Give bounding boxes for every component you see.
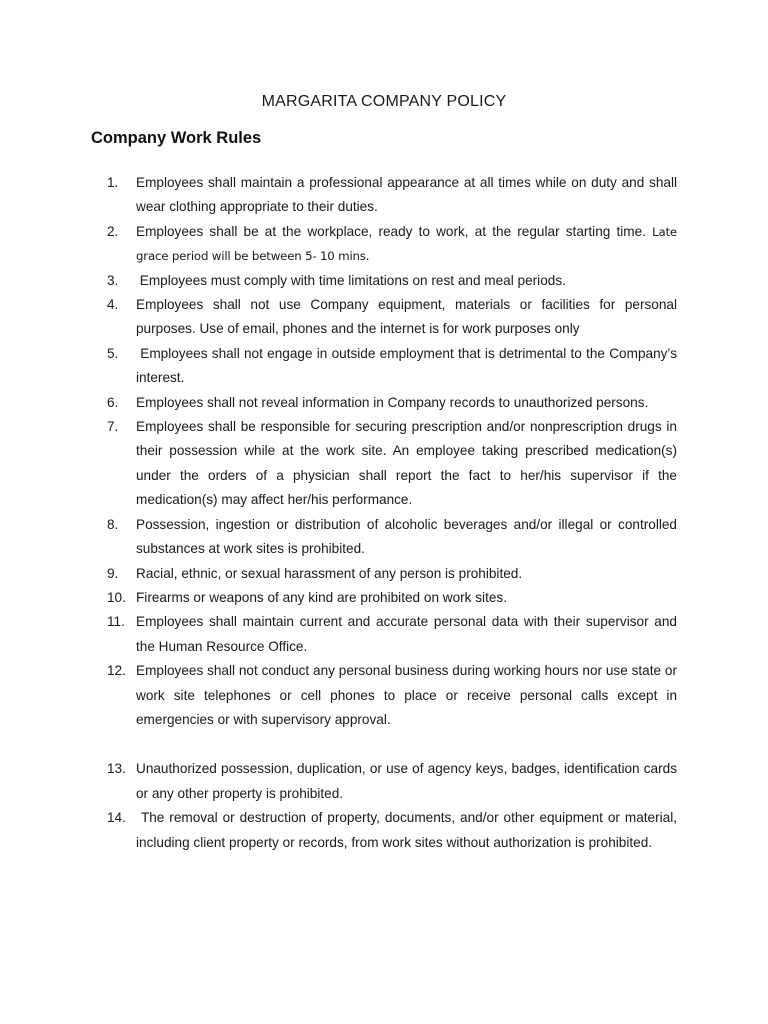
rule-text: Possession, ingestion or distribution of alcoholic beverages and/or illegal or controlled substances at work sites is prohibited. bbox=[136, 516, 677, 557]
rule-text: Unauthorized possession, duplication, or use of agency keys, badges, identification cards or any other property is prohibited. bbox=[136, 761, 677, 801]
rule-number: 11. bbox=[107, 614, 125, 630]
rule-number: 7. bbox=[107, 419, 119, 435]
rule-item-6 bbox=[107, 391, 677, 415]
rule-text: Racial, ethnic, or sexual harassment of any person is prohibited. bbox=[136, 565, 523, 581]
rule-item-1 bbox=[107, 171, 677, 220]
rule-item-5 bbox=[107, 342, 681, 391]
rule-number: 3. bbox=[107, 272, 119, 288]
rule-text-wrapper bbox=[136, 220, 677, 269]
rule-item-3 bbox=[107, 269, 677, 293]
rules-list bbox=[107, 171, 681, 855]
rule-item-8 bbox=[107, 513, 677, 562]
rule-number: 9. bbox=[107, 565, 119, 581]
rule-text: Employees shall not engage in outside employment that is detrimental to the Company’s interest. bbox=[136, 345, 681, 386]
rule-text: The removal or destruction of property, documents, and/or other equipment or material, including client property or records, from work sites without authorization is prohibited. bbox=[136, 810, 681, 850]
rule-number: 14. bbox=[107, 810, 126, 826]
rule-text: Employees shall not use Company equipment, materials or facilities for personal purposes. Use of email, phones and the internet is for work purposes only bbox=[136, 297, 677, 337]
rule-note: Late grace period will be between 5- 10 mins. bbox=[136, 224, 677, 264]
rule-number: 10. bbox=[107, 589, 126, 605]
rule-item-7 bbox=[107, 415, 677, 513]
rule-text: Employees shall be responsible for securing prescription and/or nonprescription drugs in their possession while at the work site. An employee taking prescribed medication(s) under the orders of a physician shall report the fact to her/his supervisor if the medication(s) may affect her/his performance. bbox=[136, 419, 677, 508]
rule-number: 6. bbox=[107, 394, 119, 410]
rule-text: Employees shall be at the workplace, ready to work, at the regular starting time. bbox=[136, 223, 646, 239]
rule-text: Employees shall maintain a professional appearance at all times while on duty and shall wear clothing appropriate to their duties. bbox=[136, 175, 677, 215]
section-heading: Company Work Rules bbox=[91, 129, 262, 147]
rule-text: Employees shall maintain current and accurate personal data with their supervisor and the Human Resource Office. bbox=[136, 614, 677, 654]
rule-item-10 bbox=[107, 586, 677, 610]
rule-number: 4. bbox=[107, 297, 119, 313]
rule-text: Firearms or weapons of any kind are prohibited on work sites. bbox=[136, 589, 507, 605]
rule-number: 13. bbox=[107, 761, 126, 777]
rule-number: 5. bbox=[107, 345, 119, 361]
rule-item-4 bbox=[107, 293, 677, 342]
rule-item-11 bbox=[107, 610, 677, 659]
rule-number: 12. bbox=[107, 663, 126, 679]
rule-text: Employees shall not reveal information in Company records to unauthorized persons. bbox=[136, 394, 649, 410]
rule-item-12 bbox=[107, 659, 677, 732]
rule-number: 2. bbox=[107, 223, 119, 239]
document-title: MARGARITA COMPANY POLICY bbox=[261, 93, 507, 110]
rule-number: 8. bbox=[107, 516, 119, 532]
rule-text: Employees shall not conduct any personal business during working hours nor use state or work site telephones or cell phones to place or receive personal calls except in emergencies or with supervisory approval. bbox=[136, 663, 677, 727]
rule-number: 1. bbox=[107, 175, 119, 190]
rule-item-14 bbox=[107, 806, 681, 855]
rule-text: Employees must comply with time limitations on rest and meal periods. bbox=[136, 272, 566, 288]
rule-item-9 bbox=[107, 562, 677, 586]
rule-item-2 bbox=[107, 220, 677, 269]
rule-item-13 bbox=[107, 757, 677, 806]
